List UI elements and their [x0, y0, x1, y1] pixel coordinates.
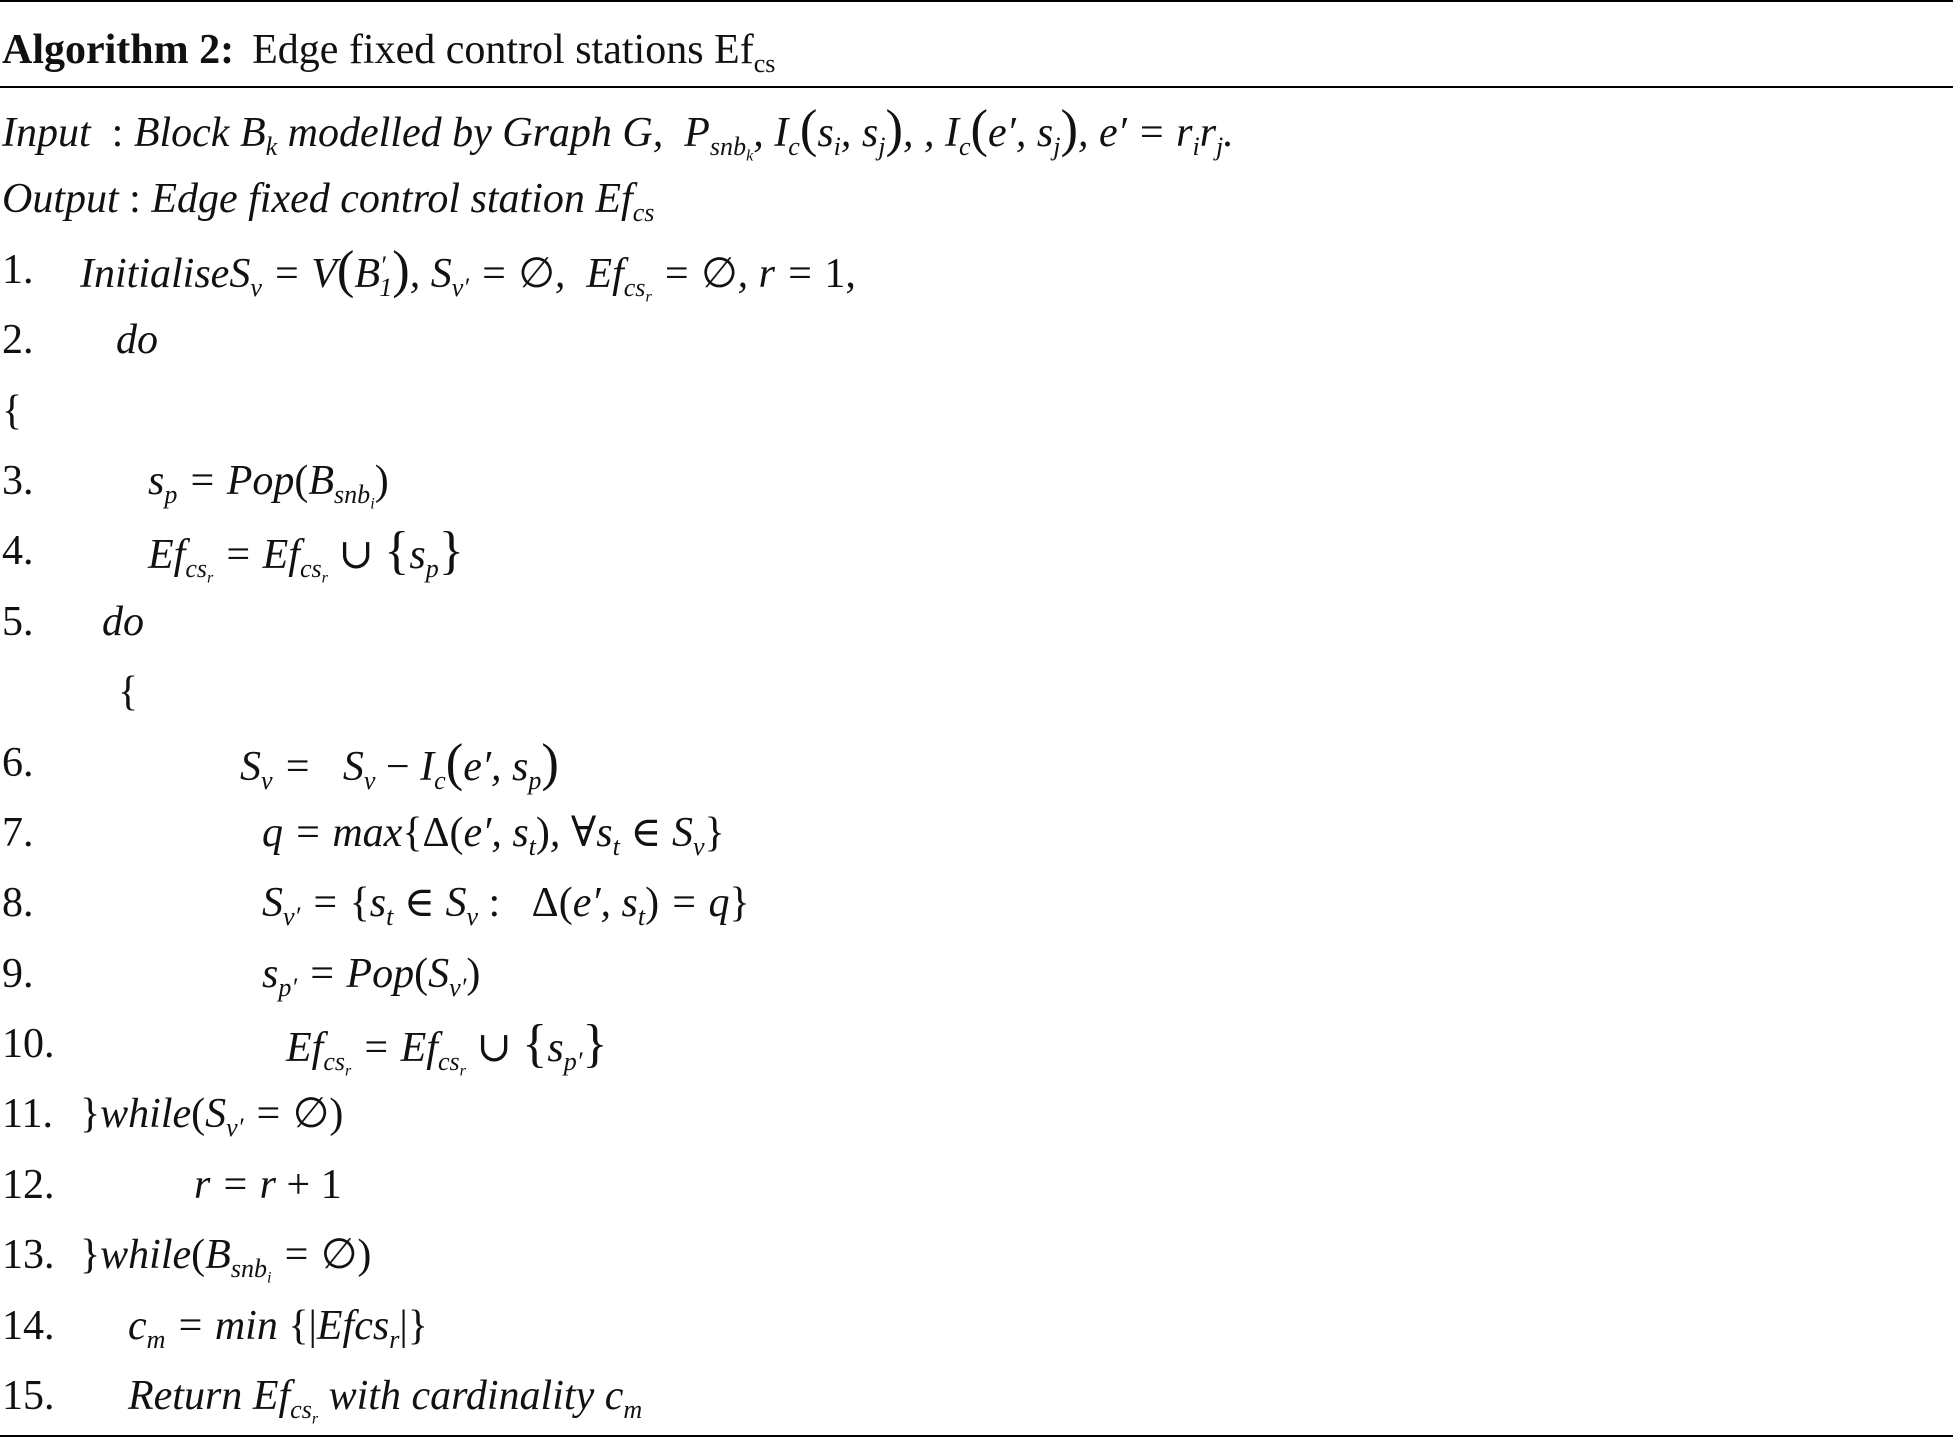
algorithm-step: 1. InitialiseS$_v$ = $V(B'_1)$, $S_{v'}$ = ∅, $Ef_{cs_r}$ = ∅, r = 1, [0, 235, 1953, 305]
algorithm-name: Edge fixed control stations $Ef_{cs}$ [252, 27, 776, 79]
algorithm-step: 9. $s_{p'} = Pop(S_{v'})$ [0, 939, 1953, 1009]
algorithm-step: 11. }$while(S_{v'}$ = ∅) [0, 1079, 1953, 1149]
algorithm-label: Algorithm 2: [2, 27, 235, 73]
algorithm-step: 12. r = r + 1 [0, 1150, 1953, 1220]
algorithm-step: 15. Return $Ef_{cs_r}$ with cardinality $c_m$ [0, 1361, 1953, 1431]
algorithm-step: 14. $c_m = \min$ {|Efcs$_r$|} [0, 1291, 1953, 1361]
line-number: 13. [2, 1232, 55, 1279]
input-label: Input [2, 110, 91, 156]
algorithm-step: 13. }$while(B_{snb_i}$ = ∅) [0, 1220, 1953, 1290]
bottom-rule [0, 1435, 1953, 1437]
line-number: 5. [2, 598, 34, 645]
algorithm-step: 3. $s_p = Pop(B_{snb_i})$ [0, 446, 1953, 516]
line-number: 4. [2, 528, 34, 575]
algorithm-step: 4. $Ef_{cs_r} = Ef_{cs_r}$ ∪ $\{s_p\}$ [0, 516, 1953, 586]
open-brace: { [2, 387, 23, 434]
line-number: 12. [2, 1161, 55, 1208]
line-number: 1. [2, 246, 34, 293]
algorithm-step: 8. $S_{v'} = \{s_t$ ∈ $S_v$ : Δ(e′, $s_t) = q$} [0, 868, 1953, 938]
line-number: 10. [2, 1021, 55, 1068]
line-number: 3. [2, 457, 34, 504]
algorithm-step: 6. $S_v = S_v - I_c(e'$, $s_p$) [0, 728, 1953, 798]
algorithm-body [0, 94, 1953, 1431]
line-number: 7. [2, 809, 34, 856]
header-rule [0, 86, 1953, 88]
line-number: 6. [2, 739, 34, 786]
algorithm-step: 10. $Ef_{cs_r} = Ef_{cs_r}$ ∪ $\{s_{p'}\}$ [0, 1009, 1953, 1079]
line-number: 2. [2, 317, 34, 364]
algorithm-step: 7. q = max{Δ(e′, $s_t$), $\forall s_t$ ∈ $S_v$} [0, 798, 1953, 868]
input-line: Input : Block $B_k$ modelled by Graph G, $P_{snb_k}$, $I_c(s_i$, $s_j$), , $I_c(e'$, $s_j$), $e' = r_ir_j$. [2, 100, 1234, 165]
line-number: 8. [2, 880, 34, 927]
output-line: Output : Edge fixed control station $Ef_{cs}$ [2, 176, 655, 228]
line-number: 11. [2, 1091, 53, 1138]
line-number: 14. [2, 1302, 55, 1349]
line-number: 15. [2, 1373, 55, 1420]
algorithm-step: 5. do [0, 587, 1953, 657]
algorithm-step: 2. do [0, 305, 1953, 375]
algorithm-title [2, 24, 776, 79]
line-number: 9. [2, 950, 34, 997]
open-brace: { [118, 669, 139, 716]
output-label: Output [2, 176, 119, 223]
top-rule [0, 0, 1953, 2]
